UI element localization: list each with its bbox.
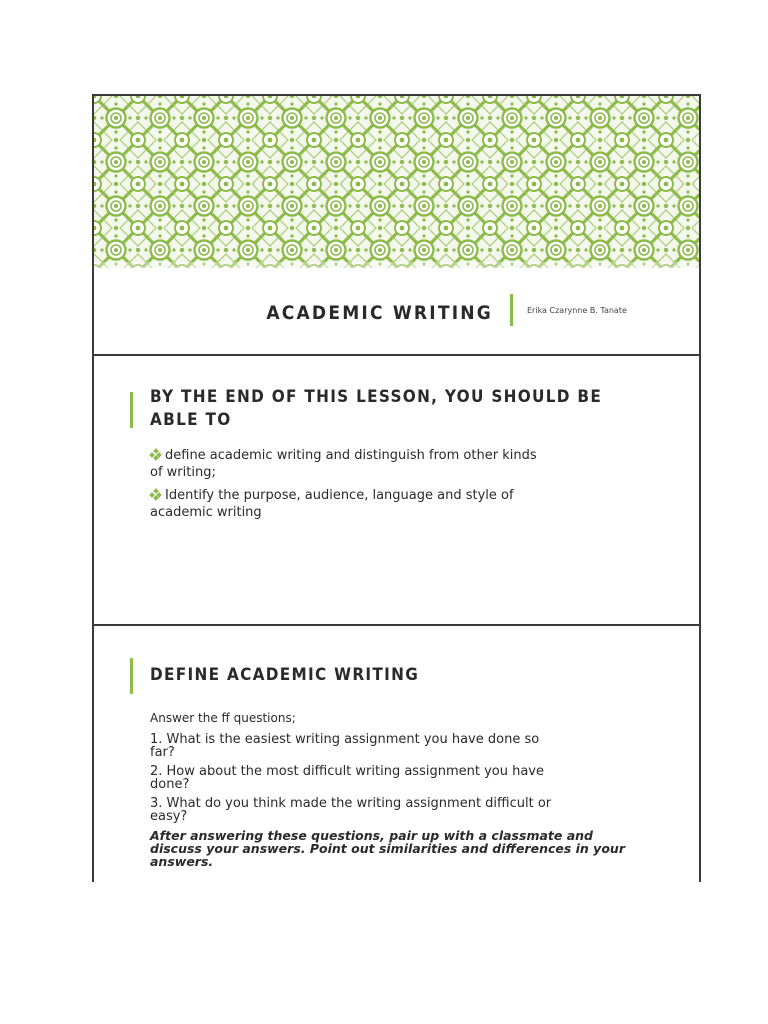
list-item [150, 447, 630, 481]
presentation-title: ACADEMIC WRITING [266, 302, 493, 324]
author-name: Erika Czarynne B. Tanate [527, 306, 627, 315]
questions-intro: Answer the ff questions; [150, 711, 296, 725]
diamond-bullet-icon [150, 449, 161, 460]
objectives-heading-line1: BY THE END OF THIS LESSON, YOU SHOULD BE [150, 387, 603, 407]
question-line1: 1. What is the easiest writing assignment you have done so [150, 732, 540, 747]
list-item [150, 487, 630, 521]
question-item [150, 765, 640, 791]
objectives-list [150, 447, 630, 527]
define-heading: DEFINE ACADEMIC WRITING [150, 665, 420, 685]
define-slide [92, 626, 701, 882]
objectives-heading [150, 386, 602, 432]
bullet-text-line1: define academic writing and distinguish from other kinds [165, 448, 537, 463]
heading-accent-bar [130, 392, 133, 428]
closing-line1: After answering these questions, pair up with a classmate and [150, 828, 593, 843]
question-line1: 3. What do you think made the writing assignment difficult or [150, 796, 552, 811]
question-line2: done? [150, 777, 190, 792]
decorative-pattern [94, 96, 699, 268]
bullet-text-line2: of writing; [150, 465, 216, 480]
diamond-bullet-icon [150, 489, 161, 500]
question-item [150, 733, 640, 759]
closing-line3: answers. [150, 854, 214, 869]
question-line2: easy? [150, 809, 188, 824]
question-item [150, 797, 640, 823]
define-body [150, 712, 640, 868]
title-row [94, 268, 699, 356]
bullet-text-line2: academic writing [150, 505, 262, 520]
question-line1: 2. How about the most difficult writing assignment you have [150, 764, 544, 779]
objectives-slide [92, 356, 701, 626]
closing-line2: discuss your answers. Point out similarities and differences in your [150, 841, 625, 856]
title-divider [510, 294, 513, 326]
bullet-text-line1: Identify the purpose, audience, language and style of [165, 488, 514, 503]
heading-accent-bar [130, 658, 133, 694]
question-line2: far? [150, 745, 175, 760]
title-slide [92, 94, 701, 356]
closing-instruction [150, 829, 640, 868]
objectives-heading-line2: ABLE TO [150, 410, 232, 430]
